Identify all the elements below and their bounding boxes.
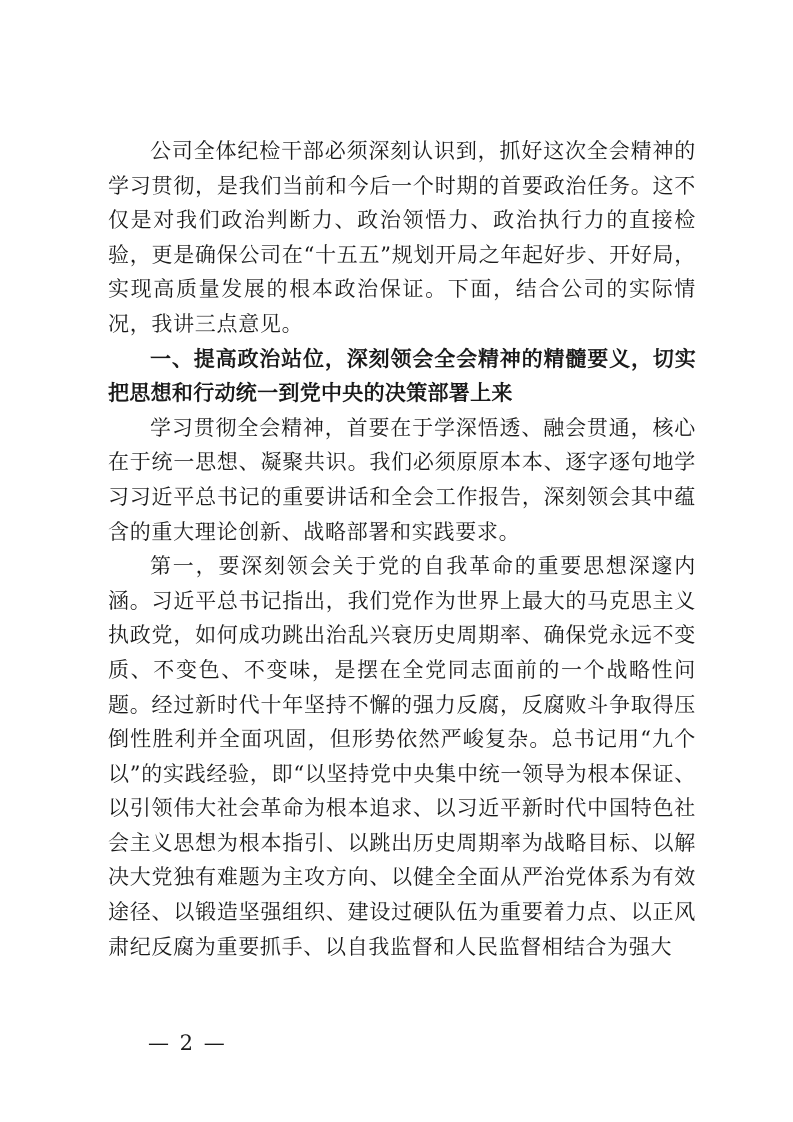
- paragraph-first-point: 第一，要深刻领会关于党的自我革命的重要思想深邃内涵。习近平总书记指出，我们党作为世界上最大的马克思主义执政党，如何成功跳出治乱兴衰历史周期率、确保党永远不变质、不变色、不变味，是摆在全党同志面前的一个战略性问题。经过新时代十年坚持不懈的强力反腐，反腐败斗争取得压倒性胜利并全面巩固，但形势依然严峻复杂。总书记用“九个以”的实践经验，即“以坚持党中央集中统一领导为根本保证、以引领伟大社会革命为根本追求、以习近平新时代中国特色社会主义思想为根本指引、以跳出历史周期率为战略目标、以解决大党独有难题为主攻方向、以健全全面从严治党体系为有效途径、以锻造坚强组织、建设过硬队伍为重要着力点、以正风肃纪反腐为重要抓手、以自我监督和人民监督相结合为强大: [108, 554, 696, 959]
- section-heading-1: 一、提高政治站位，深刻领会全会精神的精髓要义，切实把思想和行动统一到党中央的决策部署上来: [108, 346, 696, 406]
- page-number: — 2 —: [148, 1031, 227, 1055]
- paragraph-study: 学习贯彻全会精神，首要在于学深悟透、融会贯通，核心在于统一思想、凝聚共识。我们必须原原本本、逐字逐句地学习习近平总书记的重要讲话和全会工作报告，深刻领会其中蕴含的重大理论创新、战略部署和实践要求。: [108, 415, 696, 544]
- page-body: [108, 134, 696, 964]
- paragraph-intro: 公司全体纪检干部必须深刻认识到，抓好这次全会精神的学习贯彻，是我们当前和今后一个时期的首要政治任务。这不仅是对我们政治判断力、政治领悟力、政治执行力的直接检验，更是确保公司在“十五五”规划开局之年起好步、开好局，实现高质量发展的根本政治保证。下面，结合公司的实际情况，我讲三点意见。: [108, 139, 696, 336]
